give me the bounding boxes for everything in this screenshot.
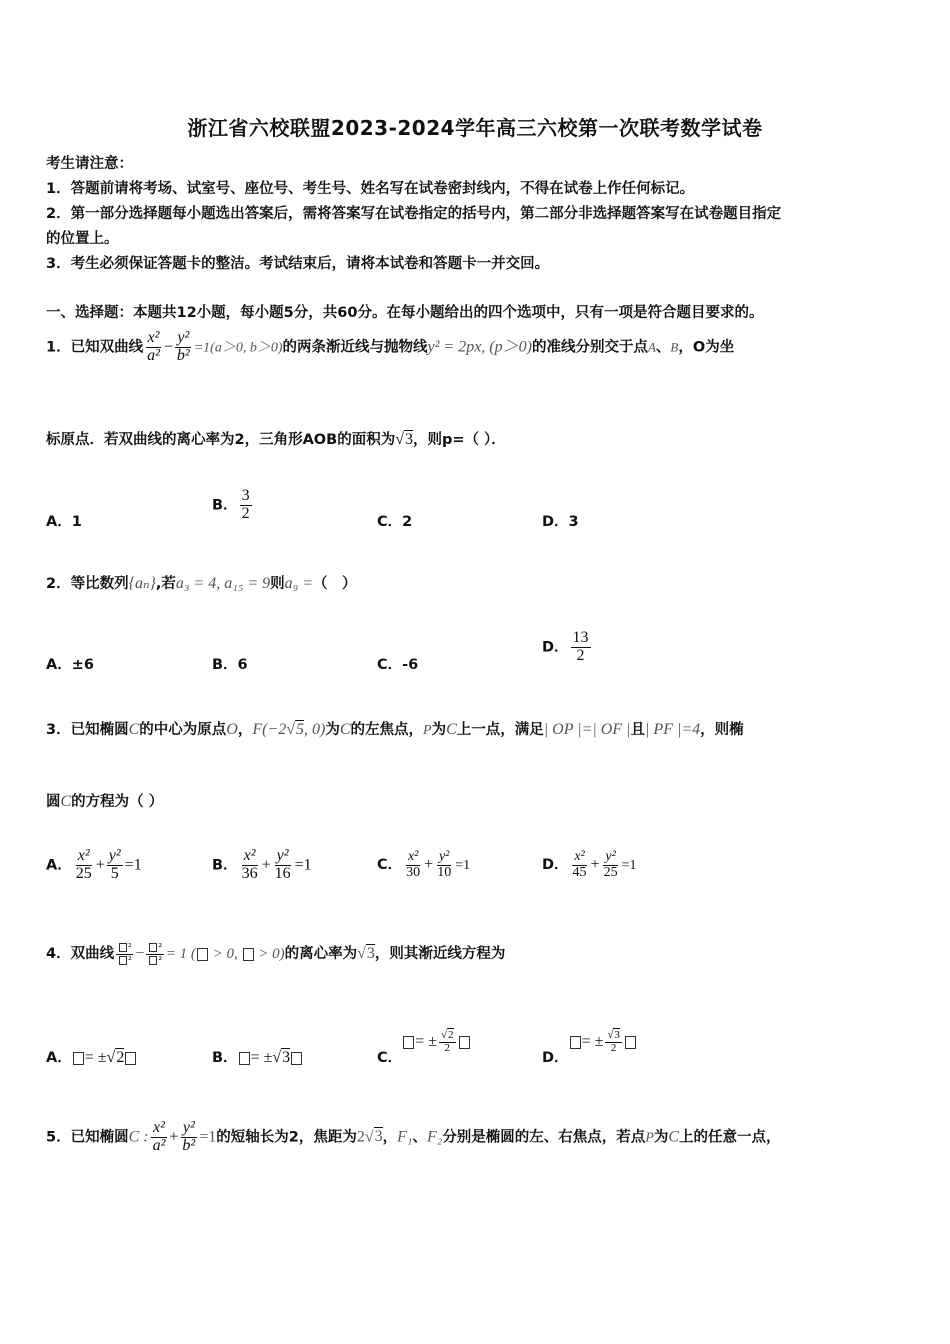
question-1-line-1: 1．已知双曲线 $\frac{\text{x²}}{\text{a²}}$ − $\frac{\text{y²}}{\text{b²}}$ =1(a＞0, b＞0)的两条渐近线与抛物线y² = 2px, (p＞0)的准线分别交于点A、B，O为坐 — [46, 329, 735, 364]
section-heading: 一、选择题：本题共12小题，每小题5分，共60分。在每小题给出的四个选项中，只有一项是符合题目要求的。 — [46, 305, 764, 321]
q3-option-d[interactable]: D． $\frac{\text{x²}}{45}$ + $\frac{\text{y²}}{25}$ =1 — [542, 849, 637, 880]
q1-option-b[interactable]: B． $\frac{3}{2}$ — [212, 487, 250, 522]
q3-option-a[interactable]: A． $\frac{\text{x²}}{25}$ + $\frac{\text{y²}}{5}$ =1 — [46, 847, 142, 882]
question-2-line: 2．等比数列{aₙ},若a₃ = 4, a₁₅ = 9则a₉ =（ ） — [46, 575, 357, 592]
q2-option-d[interactable]: D． $\frac{13}{2}$ — [542, 629, 589, 664]
q2-option-a[interactable]: A．±6 — [46, 657, 94, 673]
question-1-line-2: 标原点．若双曲线的离心率为2，三角形AOB的面积为√3，则p=（ ）． — [46, 431, 506, 448]
notice-item-1: 1．答题前请将考场、试室号、座位号、考生号、姓名写在试卷密封线内，不得在试卷上作任何标记。 — [46, 181, 695, 197]
q1-option-a[interactable]: A．1 — [46, 514, 82, 530]
question-4-line: 4．双曲线 $\frac{\text{²}}{\text{²}}$ − $\frac{\text{²}}{\text{²}}$ = 1 ( > 0, > 0)的离心率为√3，则其渐近线方程为 — [46, 941, 506, 966]
q4-option-c[interactable]: C．= ± $\frac{√2}{2}$ — [377, 1030, 471, 1054]
question-5-line: 5．已知椭圆C : $\frac{\text{x²}}{\text{a²}}$ + $\frac{\text{y²}}{\text{b²}}$ =1的短轴长为2，焦距为2√3，F₁、F₂分别是椭圆的左、右焦点，若点P为C上的任意一点， — [46, 1119, 781, 1154]
notice-item-3: 3．考生必须保证答题卡的整洁。考试结束后，请将本试卷和答题卡一并交回。 — [46, 256, 550, 272]
q3-option-b[interactable]: B． $\frac{\text{x²}}{36}$ + $\frac{\text{y²}}{16}$ =1 — [212, 847, 312, 882]
q2-option-b[interactable]: B．6 — [212, 657, 248, 673]
q2-option-c[interactable]: C．-6 — [377, 657, 419, 673]
notice-item-2-cont: 的位置上。 — [46, 231, 119, 247]
notice-heading: 考生请注意： — [46, 156, 133, 172]
q1-option-c[interactable]: C．2 — [377, 514, 413, 530]
page-title: 浙江省六校联盟2023-2024学年高三六校第一次联考数学试卷 — [187, 116, 763, 140]
q4-option-d[interactable]: D．= ± $\frac{√3}{2}$ — [542, 1030, 637, 1054]
question-3-line-2: 圆C的方程为（ ） — [46, 793, 164, 810]
notice-item-2: 2．第一部分选择题每小题选出答案后，需将答案写在试卷指定的括号内，第二部分非选择题答案写在试卷题目指定 — [46, 206, 782, 222]
q3-option-c[interactable]: C． $\frac{\text{x²}}{30}$ + $\frac{\text{y²}}{10}$ =1 — [377, 849, 471, 880]
q4-option-b[interactable]: B． = ±√3 — [212, 1046, 303, 1067]
q4-option-a[interactable]: A． = ±√2 — [46, 1046, 137, 1067]
q1-option-d[interactable]: D．3 — [542, 514, 579, 530]
question-3-line-1: 3．已知椭圆C的中心为原点O，F(−2√5, 0)为C的左焦点，P为C上一点，满足| OP |=| OF |且| PF |=4，则椭 — [46, 721, 744, 738]
